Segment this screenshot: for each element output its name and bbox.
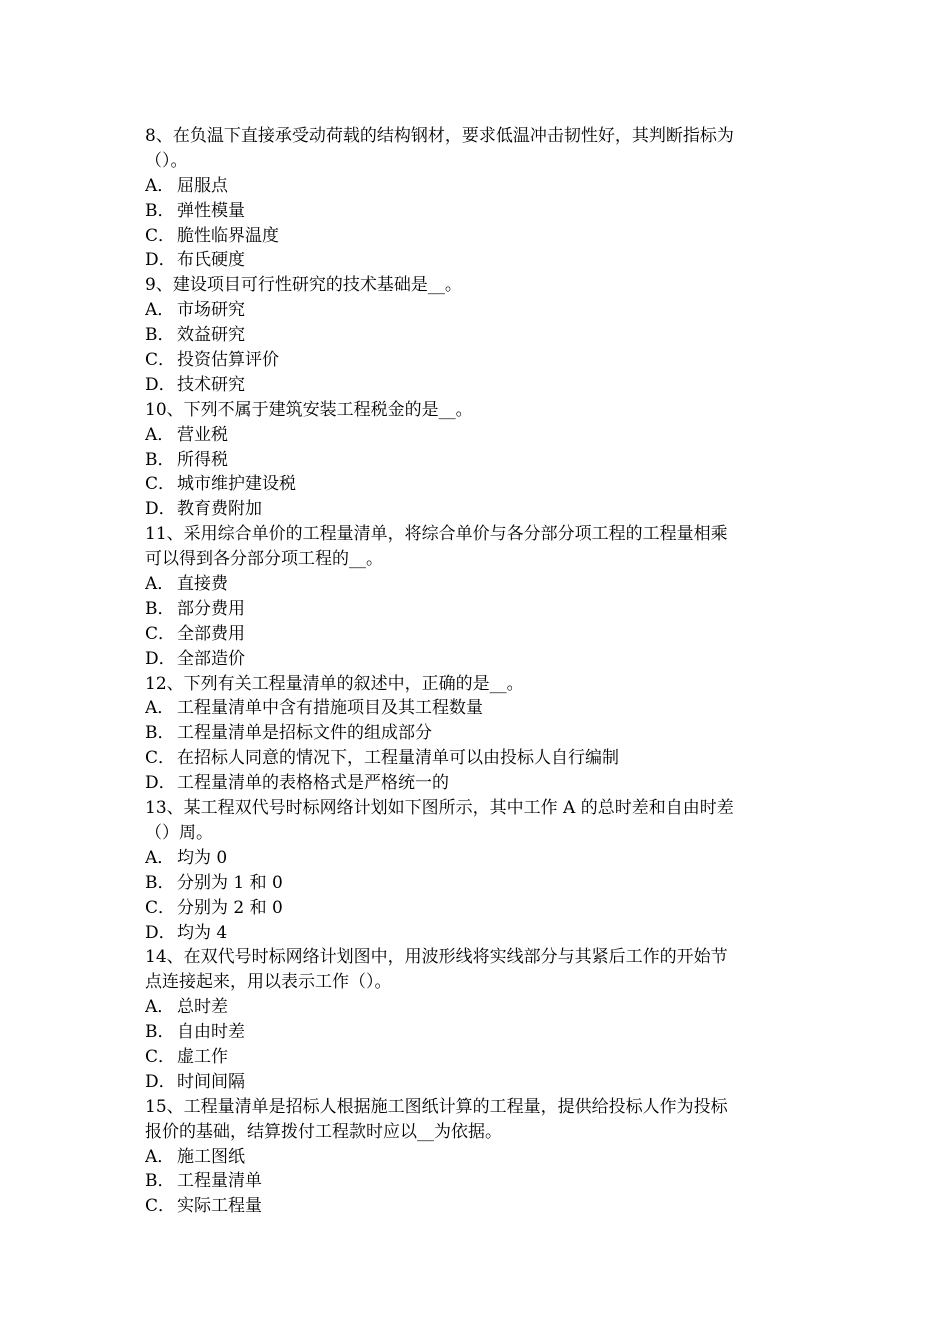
question-11-option-c xyxy=(145,622,810,647)
question-12-option-d xyxy=(145,771,810,796)
option-letter: C． xyxy=(145,748,176,769)
option-text: 教育费附加 xyxy=(177,499,262,520)
option-text: 全部造价 xyxy=(177,648,245,669)
question-14-option-c xyxy=(145,1045,810,1070)
question-8-option-c xyxy=(145,224,810,249)
option-letter: A． xyxy=(145,1146,175,1167)
option-text: 效益研究 xyxy=(177,325,245,346)
option-text: 分别为 1 和 0 xyxy=(177,872,283,893)
option-letter: B． xyxy=(145,325,175,346)
option-letter: C． xyxy=(145,350,176,371)
option-text: 部分费用 xyxy=(177,598,245,619)
option-text: 脆性临界温度 xyxy=(177,225,279,246)
option-text: 工程量清单中含有措施项目及其工程数量 xyxy=(177,698,483,719)
option-text: 投资估算评价 xyxy=(177,350,279,371)
option-text: 弹性模量 xyxy=(177,200,245,221)
option-letter: D． xyxy=(145,922,176,943)
option-text: 技术研究 xyxy=(177,374,245,395)
option-text: 城市维护建设税 xyxy=(177,474,296,495)
option-letter: B． xyxy=(145,598,175,619)
question-12-stem: 12、下列有关工程量清单的叙述中，正确的是__。 xyxy=(145,673,524,694)
option-text: 分别为 2 和 0 xyxy=(177,897,283,918)
question-15-option-b xyxy=(145,1169,810,1194)
option-text: 市场研究 xyxy=(177,300,245,321)
option-letter: D． xyxy=(145,773,176,794)
option-text: 在招标人同意的情况下，工程量清单可以由投标人自行编制 xyxy=(177,748,619,769)
option-letter: C． xyxy=(145,474,176,495)
option-text: 工程量清单是招标文件的组成部分 xyxy=(177,723,432,744)
option-text: 均为 4 xyxy=(177,922,228,943)
question-15-option-c xyxy=(145,1194,810,1219)
option-letter: C． xyxy=(145,225,176,246)
question-13-option-b xyxy=(145,871,810,896)
question-8-option-a xyxy=(145,174,810,199)
option-letter: C． xyxy=(145,1196,176,1217)
option-letter: A． xyxy=(145,175,175,196)
option-letter: A． xyxy=(145,300,175,321)
question-9-stem: 9、建设项目可行性研究的技术基础是__。 xyxy=(145,275,462,296)
question-9-option-a xyxy=(145,298,810,323)
question-14-option-a xyxy=(145,995,810,1020)
option-letter: C． xyxy=(145,623,176,644)
option-letter: A． xyxy=(145,574,175,595)
option-text: 全部费用 xyxy=(177,623,245,644)
option-text: 直接费 xyxy=(177,574,228,595)
option-letter: A． xyxy=(145,424,175,445)
question-14-option-b xyxy=(145,1020,810,1045)
question-11-option-b xyxy=(145,597,810,622)
question-8-stem-line-1: 8、在负温下直接承受动荷载的结构钢材，要求低温冲击韧性好，其判断指标为 xyxy=(145,126,734,146)
question-15-stem-line-2: 报价的基础，结算拨付工程款时应以__为依据。 xyxy=(145,1121,502,1142)
option-text: 所得税 xyxy=(177,449,228,470)
option-text: 施工图纸 xyxy=(177,1146,245,1167)
question-12-option-b xyxy=(145,721,810,746)
question-11-option-d xyxy=(145,647,810,672)
question-14-stem-line-2: 点连接起来，用以表示工作（）。 xyxy=(145,972,392,993)
question-10-option-a xyxy=(145,423,810,448)
option-letter: D． xyxy=(145,374,176,395)
document-page xyxy=(145,124,810,1219)
option-letter: D． xyxy=(145,648,176,669)
option-letter: B． xyxy=(145,723,175,744)
question-11-stem-line-1: 11、采用综合单价的工程量清单，将综合单价与各分部分项工程的工程量相乘 xyxy=(145,524,728,545)
question-13-stem-line-2: （）周。 xyxy=(145,822,213,843)
question-10-stem: 10、下列不属于建筑安装工程税金的是__。 xyxy=(145,399,473,420)
question-12-option-c xyxy=(145,746,810,771)
option-text: 工程量清单的表格格式是严格统一的 xyxy=(177,773,449,794)
question-12-option-a xyxy=(145,696,810,721)
option-letter: B． xyxy=(145,1171,175,1192)
question-8-option-d xyxy=(145,248,810,273)
option-text: 虚工作 xyxy=(177,1046,228,1067)
question-15-stem-line-1: 15、工程量清单是招标人根据施工图纸计算的工程量，提供给投标人作为投标 xyxy=(145,1096,728,1117)
question-15-option-a xyxy=(145,1145,810,1170)
option-letter: D． xyxy=(145,499,176,520)
option-letter: A． xyxy=(145,847,175,868)
option-text: 屈服点 xyxy=(177,175,228,196)
option-text: 自由时差 xyxy=(177,1022,245,1043)
option-letter: D． xyxy=(145,250,176,271)
question-11-option-a xyxy=(145,572,810,597)
question-9-option-d xyxy=(145,373,810,398)
option-text: 实际工程量 xyxy=(177,1196,262,1217)
option-text: 时间间隔 xyxy=(177,1071,245,1092)
question-10-option-d xyxy=(145,497,810,522)
option-text: 工程量清单 xyxy=(177,1171,262,1192)
option-text: 均为 0 xyxy=(177,847,228,868)
question-13-stem-line-1: 13、某工程双代号时标网络计划如下图所示，其中工作 A 的总时差和自由时差 xyxy=(145,798,734,819)
question-11-stem-line-2: 可以得到各分部分项工程的__。 xyxy=(145,549,383,570)
option-text: 总时差 xyxy=(177,997,228,1018)
option-text: 营业税 xyxy=(177,424,228,445)
question-14-option-d xyxy=(145,1070,810,1095)
question-8-option-b xyxy=(145,199,810,224)
question-13-option-d xyxy=(145,921,810,946)
question-13-option-c xyxy=(145,896,810,921)
question-13-option-a xyxy=(145,846,810,871)
question-9-option-c xyxy=(145,348,810,373)
option-letter: A． xyxy=(145,997,175,1018)
option-letter: A． xyxy=(145,698,175,719)
option-letter: D． xyxy=(145,1071,176,1092)
question-10-option-b xyxy=(145,448,810,473)
option-letter: B． xyxy=(145,1022,175,1043)
option-text: 布氏硬度 xyxy=(177,250,245,271)
question-9-option-b xyxy=(145,323,810,348)
option-letter: C． xyxy=(145,897,176,918)
question-8-stem-line-2: （）。 xyxy=(145,150,188,171)
question-10-option-c xyxy=(145,472,810,497)
question-14-stem-line-1: 14、在双代号时标网络计划图中，用波形线将实线部分与其紧后工作的开始节 xyxy=(145,947,728,968)
option-letter: C． xyxy=(145,1046,176,1067)
option-letter: B． xyxy=(145,872,175,893)
option-letter: B． xyxy=(145,200,175,221)
option-letter: B． xyxy=(145,449,175,470)
